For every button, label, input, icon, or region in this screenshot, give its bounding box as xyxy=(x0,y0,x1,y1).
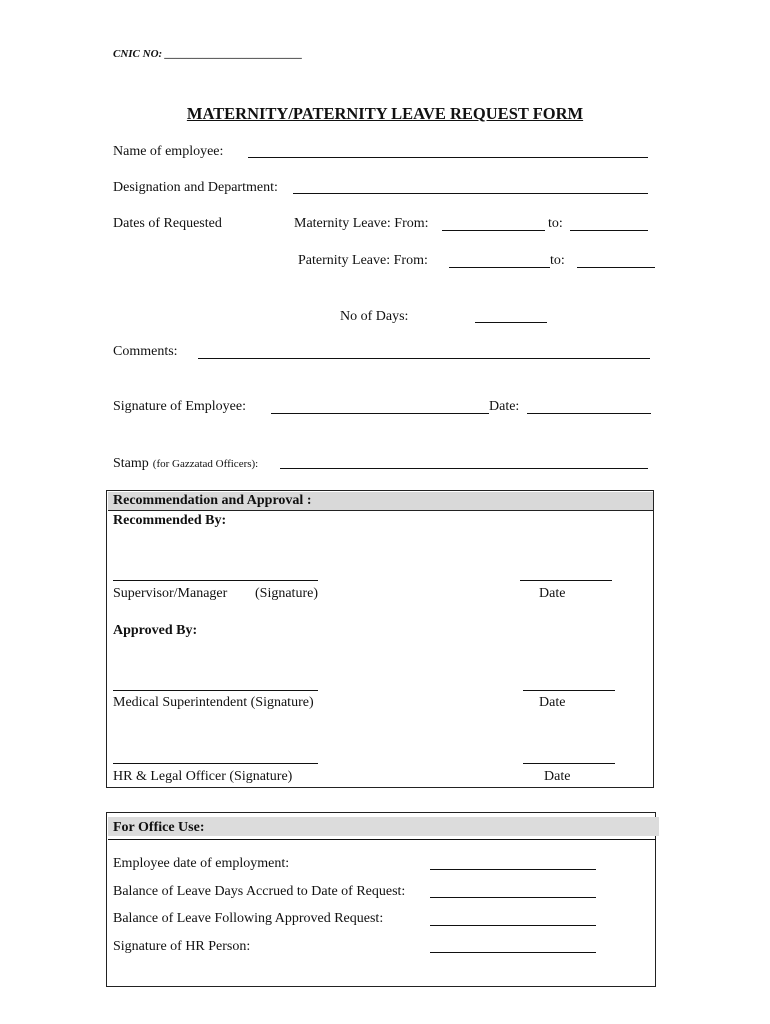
days-label: No of Days: xyxy=(340,309,409,324)
page-title: MATERNITY/PATERNITY LEAVE REQUEST FORM xyxy=(186,104,584,123)
days-field[interactable] xyxy=(475,322,547,323)
employment-date-field[interactable] xyxy=(430,869,596,870)
cnic-label: CNIC NO: _________________________ xyxy=(113,48,303,60)
recommended-by-label: Recommended By: xyxy=(113,513,227,528)
office-header: For Office Use: xyxy=(113,820,205,835)
medical-date-field[interactable] xyxy=(523,690,615,691)
supervisor-date-label: Date xyxy=(539,586,566,601)
approval-section xyxy=(106,490,654,788)
balance-accrued-label: Balance of Leave Days Accrued to Date of Request: xyxy=(113,884,406,899)
employee-signature-label: Signature of Employee: xyxy=(113,399,246,414)
office-header-divider xyxy=(108,839,656,840)
paternity-to-label: to: xyxy=(550,253,565,268)
hr-date-field[interactable] xyxy=(523,763,615,764)
medical-signature-field[interactable] xyxy=(113,690,318,691)
employment-date-label: Employee date of employment: xyxy=(113,856,290,871)
name-field[interactable] xyxy=(248,157,648,158)
maternity-from-field[interactable] xyxy=(442,230,545,231)
name-label: Name of employee: xyxy=(113,144,224,159)
stamp-field[interactable] xyxy=(280,468,648,469)
stamp-label: Stamp (for Gazzatad Officers): xyxy=(113,456,259,471)
maternity-label: Maternity Leave: From: xyxy=(294,216,429,231)
supervisor-date-field[interactable] xyxy=(520,580,612,581)
comments-label: Comments: xyxy=(113,344,178,359)
balance-accrued-field[interactable] xyxy=(430,897,596,898)
balance-following-field[interactable] xyxy=(430,925,596,926)
supervisor-label: Supervisor/Manager xyxy=(113,586,228,601)
supervisor-signature-label: (Signature) xyxy=(255,586,318,601)
medical-label: Medical Superintendent (Signature) xyxy=(113,695,314,710)
paternity-label: Paternity Leave: From: xyxy=(298,253,428,268)
dates-label: Dates of Requested xyxy=(113,216,222,231)
balance-following-label: Balance of Leave Following Approved Request: xyxy=(113,911,384,926)
comments-field[interactable] xyxy=(198,358,650,359)
medical-date-label: Date xyxy=(539,695,566,710)
hr-date-label: Date xyxy=(544,769,571,784)
maternity-to-label: to: xyxy=(548,216,563,231)
paternity-from-field[interactable] xyxy=(449,267,550,268)
hr-label: HR & Legal Officer (Signature) xyxy=(113,769,293,784)
hr-signature-field[interactable] xyxy=(113,763,318,764)
designation-field[interactable] xyxy=(293,193,648,194)
paternity-to-field[interactable] xyxy=(577,267,655,268)
approved-by-label: Approved By: xyxy=(113,623,198,638)
maternity-to-field[interactable] xyxy=(570,230,648,231)
approval-header: Recommendation and Approval : xyxy=(113,493,312,508)
supervisor-signature-field[interactable] xyxy=(113,580,318,581)
employee-date-label: Date: xyxy=(489,399,520,414)
employee-signature-field[interactable] xyxy=(271,413,489,414)
employee-date-field[interactable] xyxy=(527,413,651,414)
hr-person-signature-field[interactable] xyxy=(430,952,596,953)
designation-label: Designation and Department: xyxy=(113,180,278,195)
hr-person-signature-label: Signature of HR Person: xyxy=(113,939,251,954)
